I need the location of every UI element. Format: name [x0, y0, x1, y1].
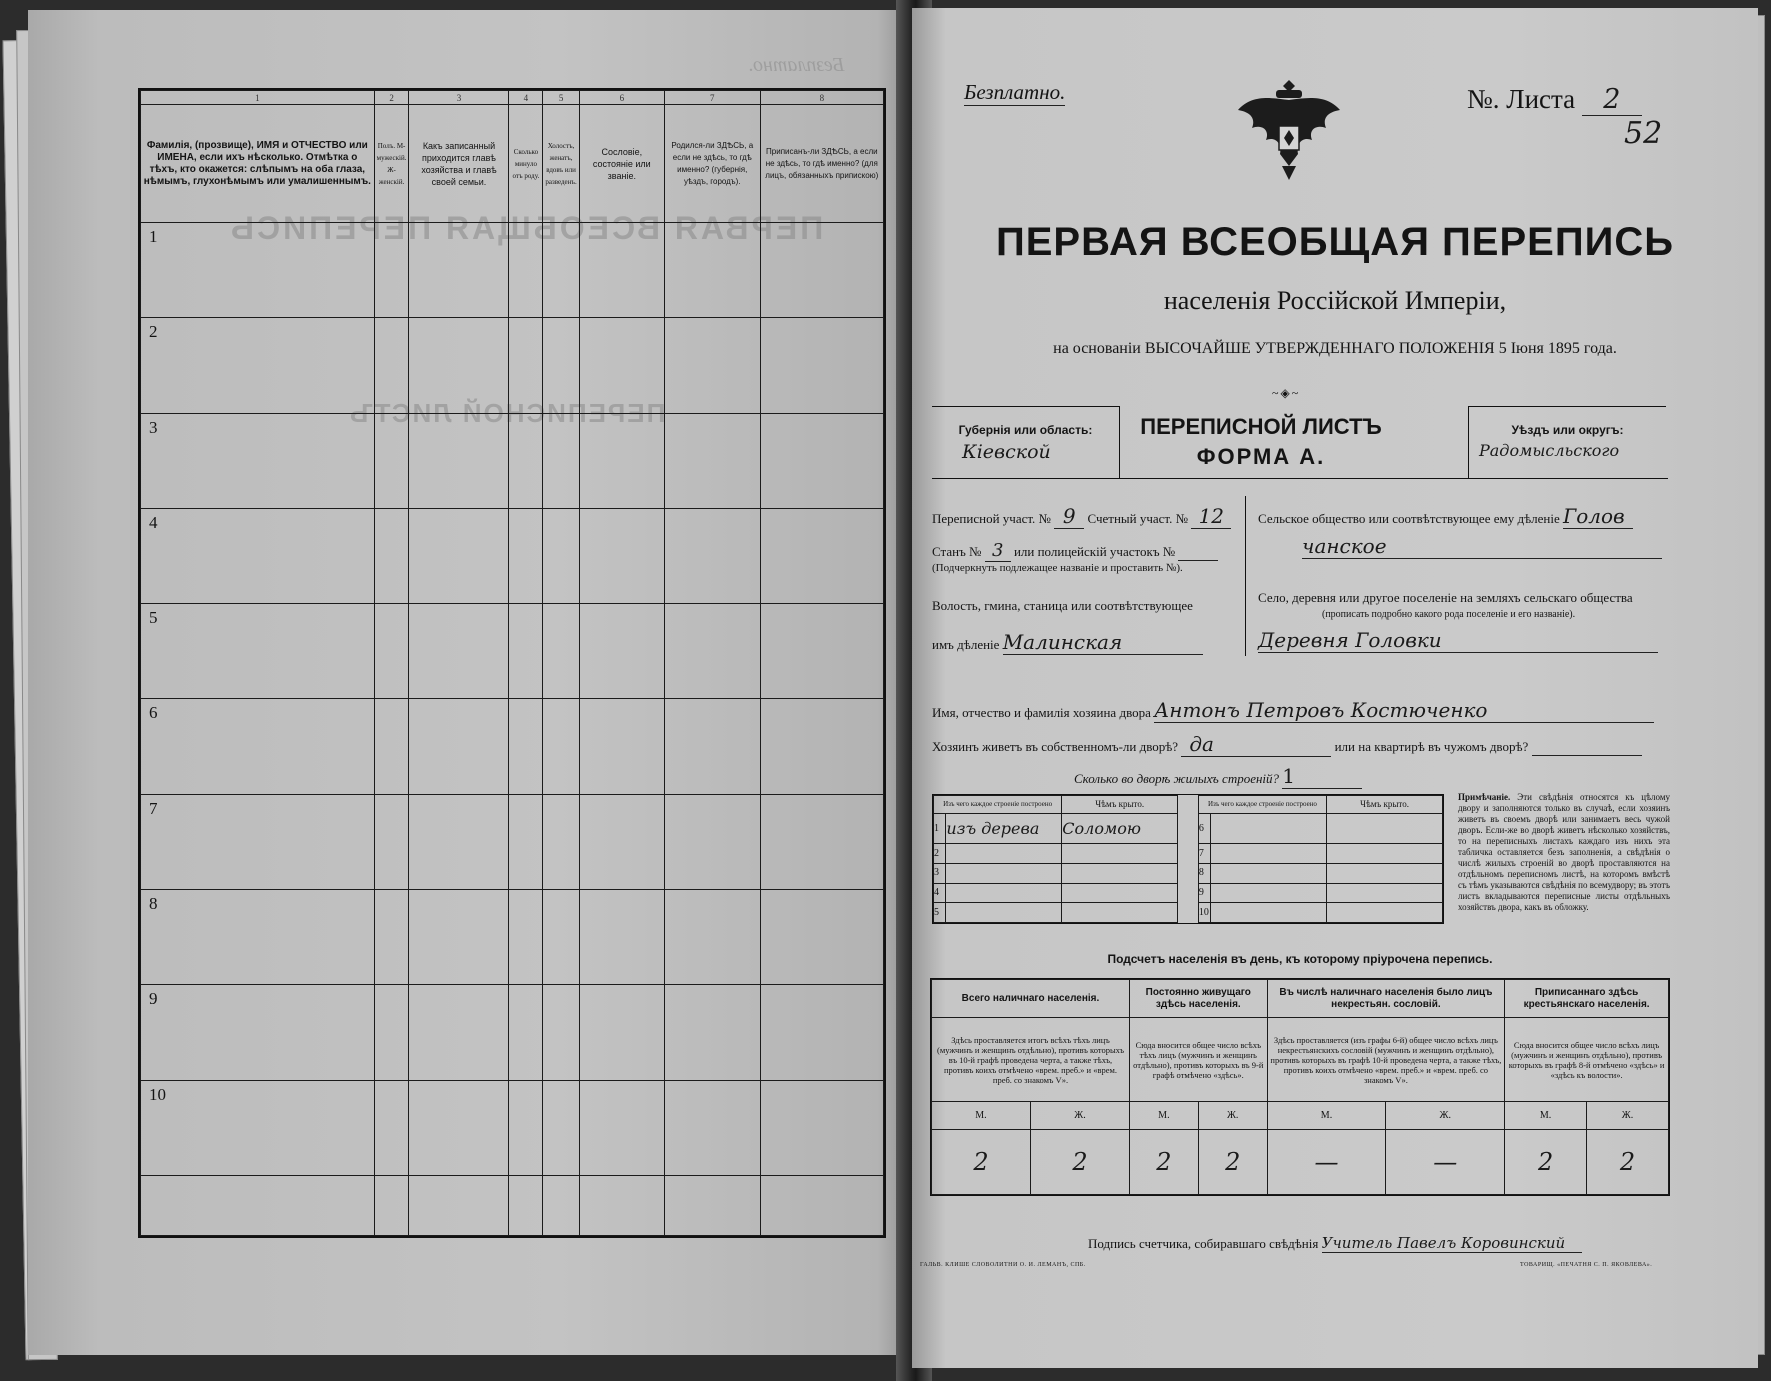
- m-label: М.: [932, 1102, 1031, 1130]
- bld-row-num: 5: [934, 903, 946, 923]
- col-header-relation: Какъ записанный приходится главѣ хозяйства и главѣ своей семьи.: [409, 105, 509, 223]
- note-text: Эти свѣдѣнія относятся къ цѣлому двору и заполняются только въ случаѣ, если хозяинъ живетъ въ своемъ дворѣ или занимаетъ весь чужой дворъ. Если-же во дворѣ живетъ нѣсколько хозяйствъ, то на переписныхъ листахъ каждаго изъ нихъ эта табличка оставляется безъ заполненія, а свѣдѣнія о числѣ жилыхъ строеній во дворѣ проставляются на отдѣльномъ переписномъ листѣ, на которомъ вмѣстѣ съ тѣмъ указываются свѣдѣнія по всемудвору; въ этотъ листъ вкладываются переписные листы отдѣльныхъ хозяйствъ двора, какъ въ обложку.: [1458, 792, 1671, 912]
- bld-roof: Соломою: [1062, 814, 1178, 844]
- row-number: 3: [141, 413, 375, 508]
- bld-header-material-right: Изъ чего каждое строеніе построено: [1198, 796, 1326, 814]
- stan-value: 3: [985, 540, 1011, 562]
- form-title: ПЕРЕПИСНОЙ ЛИСТЪ: [1140, 414, 1382, 439]
- district-label: Уѣздъ или округъ:: [1511, 423, 1624, 437]
- m-label: М.: [1267, 1102, 1386, 1130]
- province-label: Губернія или область:: [958, 423, 1093, 437]
- bld-material: изъ дерева: [946, 814, 1062, 844]
- bld-row-num: 3: [934, 863, 946, 883]
- bld-row-num: 6: [1198, 814, 1210, 844]
- owner-label: Имя, отчество и фамилія хозяина двора: [932, 705, 1151, 720]
- f-label: Ж.: [1198, 1102, 1267, 1130]
- col-num-4: 4: [509, 91, 543, 105]
- count-grid: [931, 979, 1669, 1195]
- col-num-5: 5: [543, 91, 579, 105]
- society-row: [1258, 504, 1633, 529]
- count-desc-3: Здѣсь проставляется (изъ графы 6-й) общее число всѣхъ лицъ некрестьянскихъ сословій (мужчинъ и женщинъ отдѣльно), противъ которыхъ въ графѣ 10-й проведена черта, а также тѣхъ, противъ коихъ отмѣчено «врем. преб.» и «врем. преб. со знакомъ V».: [1267, 1018, 1505, 1102]
- printer-right: ТОВАРИЩ. «ПЕЧАТНЯ С. П. ЯКОВЛЕВА».: [1520, 1262, 1653, 1268]
- f-label: Ж.: [1386, 1102, 1505, 1130]
- signature-row: [1088, 1234, 1582, 1253]
- f-label: Ж.: [1030, 1102, 1129, 1130]
- household-grid: [140, 90, 884, 1236]
- count-nonpeasant-m: —: [1267, 1130, 1386, 1195]
- column-divider: [1245, 496, 1246, 656]
- row-number: 6: [141, 699, 375, 794]
- district-box: [1468, 406, 1666, 478]
- count-desc-4: Сюда вносится общее число всѣхъ лицъ (мужчинъ и женщинъ отдѣльно), противъ которыхъ въ графѣ 8-й отмѣчено «здѣсь» и «здѣсь къ волости».: [1505, 1018, 1669, 1102]
- stan-label: Станъ №: [932, 544, 982, 559]
- col-num-7: 7: [664, 91, 760, 105]
- col-header-marital: Холостъ, женатъ, вдовъ или разведенъ.: [543, 105, 579, 223]
- society-label: Сельское общество или соотвѣтствующее ему дѣленіе: [1258, 511, 1560, 526]
- note-title: Примѣчаніе.: [1458, 792, 1511, 802]
- free-label: Безплатно.: [964, 80, 1066, 104]
- buildings-label: Сколько во дворѣ жилыхъ строеній?: [1074, 771, 1280, 786]
- count-desc-1: Здѣсь проставляется итогъ всѣхъ тѣхъ лицъ (мужчинъ и женщинъ отдѣльно), противъ которыхъ въ 10-й графѣ проведена черта, а также тѣхъ, противъ коихъ отмѣчено «врем. преб.» и «врем. преб. со знакомъ V».: [932, 1018, 1130, 1102]
- bld-row-num: 1: [934, 814, 946, 844]
- count-head-1: Всего наличнаго населенія.: [932, 980, 1130, 1018]
- m-label: М.: [1129, 1102, 1198, 1130]
- volost-value: Малинская: [1003, 630, 1203, 655]
- form-subtitle: ФОРМА А.: [1196, 444, 1326, 469]
- legal-basis: на основаніи ВЫСОЧАЙШЕ УТВЕРЖДЕННАГО ПОЛОЖЕНІЯ 5 Іюня 1895 года.: [1053, 340, 1617, 357]
- count-registered-m: 2: [1505, 1130, 1587, 1195]
- society-value-2: чанское: [1302, 534, 1662, 559]
- village-value: Деревня Головки: [1258, 628, 1658, 653]
- count-head-4: Приписаннаго здѣсь крестьянскаго населенія.: [1505, 980, 1669, 1018]
- row-number: 5: [141, 604, 375, 699]
- bld-row-num: 2: [934, 844, 946, 864]
- ornament-divider: ~◈~: [1272, 386, 1301, 400]
- col-header-registered: Приписанъ-ли ЗДѢСЬ, а если не здѣсь, то гдѣ именно? (для лицъ, обязанныхъ припискою): [760, 105, 883, 223]
- bld-header-roof-left: Чѣмъ крыто.: [1062, 796, 1178, 814]
- right-page: [912, 8, 1758, 1368]
- col-header-birthplace: Родился-ли ЗДѢСЬ, а если не здѣсь, то гдѣ именно? (губернія, уѣздъ, городъ).: [664, 105, 760, 223]
- owner-row: [932, 698, 1654, 723]
- buildings-grid: [933, 795, 1443, 923]
- buildings-row: [1074, 764, 1362, 789]
- buildings-table: [932, 794, 1444, 924]
- district-value: Радомысльского: [1479, 441, 1620, 460]
- count-permanent-f: 2: [1198, 1130, 1267, 1195]
- bld-row-num: 8: [1198, 863, 1210, 883]
- ghost-form-title: ПЕРЕПИСНОЙ ЛИСТЪ: [348, 398, 666, 428]
- imperial-eagle-emblem: [1232, 74, 1347, 184]
- row-number: 8: [141, 890, 375, 985]
- volost-row: [932, 630, 1203, 655]
- ghost-title: ПЕРВАЯ ВСЕОБЩАЯ ПЕРЕПИСЬ: [228, 210, 824, 246]
- col-num-8: 8: [760, 91, 883, 105]
- count-registered-f: 2: [1587, 1130, 1669, 1195]
- signature-value: Учитель Павелъ Коровинский: [1322, 1234, 1582, 1253]
- volost-label-1: Волость, гмина, станица или соотвѣтствующее: [932, 598, 1193, 613]
- row-number: 2: [141, 318, 375, 413]
- bld-row-num: 4: [934, 883, 946, 903]
- count-nonpeasant-f: —: [1386, 1130, 1505, 1195]
- col-num-3: 3: [409, 91, 509, 105]
- province-value: Кіевской: [962, 441, 1051, 463]
- stan-row: [932, 540, 1218, 562]
- page-title: ПЕРВАЯ ВСЕОБЩАЯ ПЕРЕПИСЬ: [996, 220, 1674, 264]
- buildings-value: 1: [1282, 764, 1362, 789]
- bld-row-num: 9: [1198, 883, 1210, 903]
- own-yard-label: Хозяинъ живетъ въ собственномъ-ли дворѣ?: [932, 739, 1179, 754]
- household-table: [138, 88, 886, 1238]
- census-area-value: 9: [1054, 504, 1084, 529]
- census-area-label: Переписной участ. №: [932, 511, 1051, 526]
- bld-row-num: 10: [1198, 903, 1210, 923]
- sheet-number-value: 2: [1582, 84, 1642, 116]
- stan-note: (Подчеркнуть подлежащее названіе и проставить №).: [932, 562, 1183, 574]
- bld-header-material-left: Изъ чего каждое строеніе построено: [934, 796, 1062, 814]
- printer-left: ГАЛЬВ. КЛИШЕ СЛОВОЛИТНИ О. И. ЛЕМАНЪ, СПБ.: [920, 1262, 1086, 1268]
- left-page: [28, 10, 913, 1355]
- row-number: 7: [141, 794, 375, 889]
- page-subtitle: населенія Россійской Имперіи,: [1163, 286, 1507, 315]
- census-area-row: [932, 504, 1231, 529]
- village-label: Село, деревня или другое поселеніе на земляхъ сельскаго общества: [1258, 590, 1633, 605]
- col-num-1: 1: [141, 91, 375, 105]
- count-permanent-m: 2: [1129, 1130, 1198, 1195]
- province-box: [932, 406, 1120, 478]
- police-label: или полицейскій участокъ №: [1013, 544, 1176, 559]
- count-area-value: 12: [1191, 504, 1231, 529]
- col-num-2: 2: [374, 91, 409, 105]
- count-title: Подсчетъ населенія въ день, къ которому пріурочена перепись.: [1107, 952, 1493, 966]
- count-head-2: Постоянно живущаго здѣсь населенія.: [1129, 980, 1267, 1018]
- apartment-label: или на квартирѣ въ чужомъ дворѣ?: [1334, 739, 1529, 754]
- sheet-number-label: №. Листа: [1467, 84, 1576, 114]
- own-yard-row: [932, 732, 1642, 757]
- archive-folio-number: 52: [1624, 116, 1663, 151]
- society-value-1: Голов: [1563, 504, 1633, 529]
- bld-header-roof-right: Чѣмъ крыто.: [1327, 796, 1443, 814]
- f-label: Ж.: [1587, 1102, 1669, 1130]
- count-total-f: 2: [1030, 1130, 1129, 1195]
- count-head-3: Въ числѣ наличнаго населенія было лицъ некрестьян. сословій.: [1267, 980, 1505, 1018]
- volost-label-2: имъ дѣленіе: [932, 637, 1000, 652]
- col-header-estate: Сословіе, состояніе или званіе.: [579, 105, 664, 223]
- apartment-value: [1532, 739, 1642, 756]
- col-header-name: Фамилія, (прозвище), ИМЯ и ОТЧЕСТВО или ИМЕНА, если ихъ нѣсколько. Отмѣтка о тѣхъ, кто окажется: слѣпымъ на оба глаза, нѣмымъ, глухонѣмымъ или умалишеннымъ.: [141, 105, 375, 223]
- header-rule: [932, 478, 1668, 479]
- col-header-age: Сколько минуло отъ роду.: [509, 105, 543, 223]
- owner-value: Антонъ Петровъ Костюченко: [1154, 698, 1654, 723]
- ghost-free-label: Безплатно.: [748, 54, 845, 76]
- village-note: (прописать подробно какого рода поселеніе и его названіе).: [1322, 609, 1576, 620]
- row-number: 1: [141, 223, 375, 318]
- count-area-label: Счетный участ. №: [1087, 511, 1189, 526]
- own-yard-value: да: [1181, 732, 1331, 757]
- col-num-6: 6: [579, 91, 664, 105]
- sheet-number: [1467, 84, 1642, 116]
- signature-label: Подпись счетчика, собиравшаго свѣдѣнія: [1088, 1236, 1319, 1251]
- row-number: 4: [141, 508, 375, 603]
- police-value: [1178, 544, 1218, 561]
- note-block: [1458, 792, 1670, 913]
- m-label: М.: [1505, 1102, 1587, 1130]
- row-number: 9: [141, 985, 375, 1080]
- count-total-m: 2: [932, 1130, 1031, 1195]
- count-desc-2: Сюда вносится общее число всѣхъ тѣхъ лицъ (мужчинъ и женщинъ отдѣльно), противъ которыхъ въ 9-й графѣ отмѣчено «здѣсь».: [1129, 1018, 1267, 1102]
- row-number: 10: [141, 1080, 375, 1175]
- bld-row-num: 7: [1198, 844, 1210, 864]
- count-table: [930, 978, 1670, 1196]
- col-header-sex: Полъ. М-мужескій. Ж-женскій.: [374, 105, 409, 223]
